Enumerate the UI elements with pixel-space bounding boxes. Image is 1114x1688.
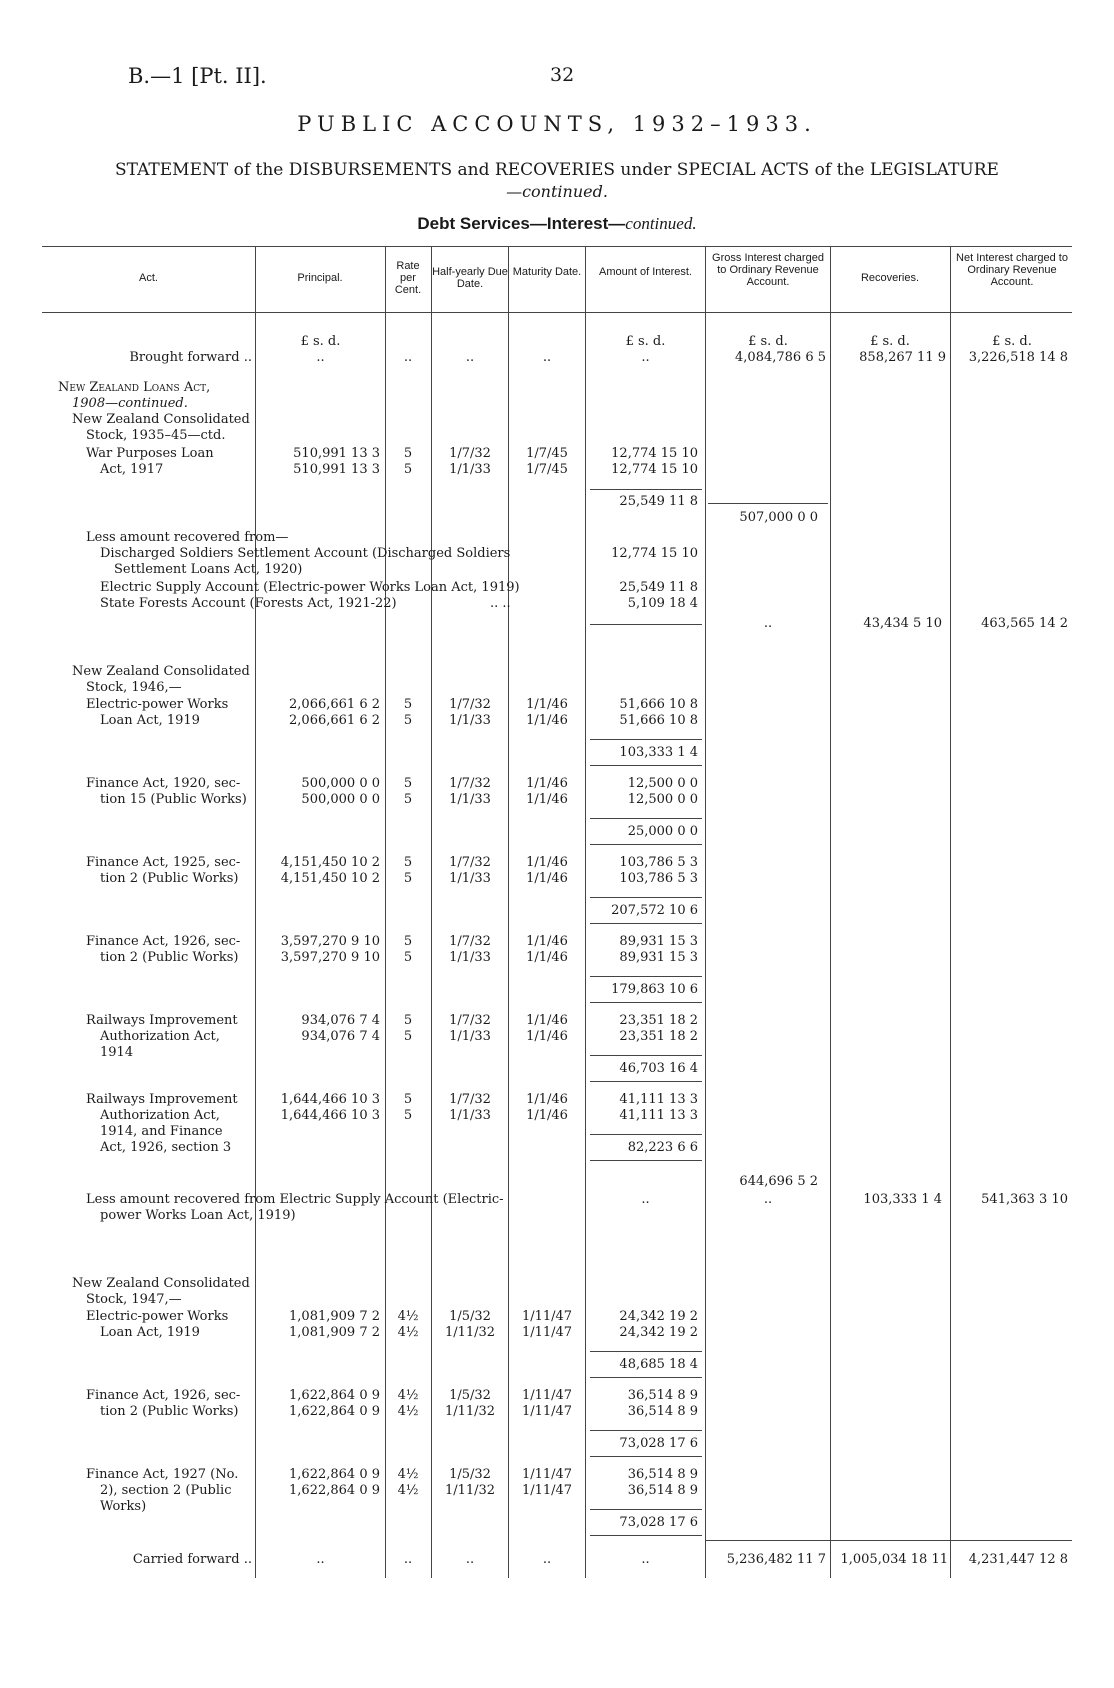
recovery-source-cont: Settlement Loans Act, 1920) — [114, 562, 303, 577]
act-name-cont: Loan Act, 1919 — [100, 1325, 200, 1340]
maturity-cell: 1/1/46 — [526, 950, 568, 965]
half-yearly-cell: 1/5/32 — [449, 1309, 491, 1324]
maturity-cell: 1/1/46 — [526, 855, 568, 870]
act-name: Finance Act, 1920, sec- — [86, 776, 241, 791]
carried-forward-gross: 5,236,482 11 7 — [726, 1552, 826, 1567]
stock-heading: New Zealand Consolidated — [72, 664, 250, 679]
half-yearly-cell: 1/11/32 — [444, 1404, 496, 1419]
statement-title: STATEMENT of the DISBURSEMENTS and RECOVERIES under SPECIAL ACTS of the LEGISLATURE — [115, 160, 999, 180]
maturity-cell: 1/7/45 — [526, 446, 568, 461]
rate-cell: 5 — [403, 697, 413, 712]
rate-cell: 5 — [403, 1108, 413, 1123]
dots: .. — [763, 616, 773, 631]
act-name-cont: 2), section 2 (Public — [100, 1483, 232, 1498]
stock-heading-cont: Stock, 1935–45—ctd. — [86, 428, 226, 443]
rate-cell: 4½ — [397, 1309, 419, 1324]
subtotal-cell: 46,703 16 4 — [619, 1061, 698, 1076]
gross-cell: 507,000 0 0 — [739, 510, 818, 525]
act-name-cont: tion 15 (Public Works) — [100, 792, 247, 807]
subtotal-rule — [590, 923, 702, 924]
col-header-net: Net Interest charged to Ordinary Revenue Account. — [956, 252, 1068, 288]
amount-cell: 51,666 10 8 — [619, 713, 698, 728]
total-rule — [706, 1540, 1072, 1541]
act-name: War Purposes Loan — [86, 446, 214, 461]
subtotal-rule — [590, 739, 702, 740]
act-name: Railways Improvement — [86, 1013, 238, 1028]
dots: .. — [641, 1192, 650, 1207]
unit-recoveries: £ s. d. — [870, 334, 910, 349]
half-yearly-cell: 1/7/32 — [449, 934, 491, 949]
amount-cell: 36,514 8 9 — [627, 1467, 698, 1482]
act-name: Railways Improvement — [86, 1092, 238, 1107]
maturity-cell: 1/1/46 — [526, 697, 568, 712]
subtotal-rule — [590, 1134, 702, 1135]
half-yearly-cell: 1/7/32 — [449, 446, 491, 461]
subtotal-rule — [590, 1160, 702, 1161]
act-name: Finance Act, 1927 (No. — [86, 1467, 239, 1482]
amount-cell: 24,342 19 2 — [619, 1325, 698, 1340]
act-name-cont: 1914 — [100, 1045, 134, 1060]
act-heading-cont: 1908—continued. — [72, 396, 188, 411]
dots: .. — [465, 1552, 475, 1567]
act-name: Finance Act, 1926, sec- — [86, 934, 241, 949]
subtotal-rule — [590, 765, 702, 766]
half-yearly-cell: 1/5/32 — [449, 1467, 491, 1482]
recovery-amount: 12,774 15 10 — [611, 546, 698, 561]
principal-cell: 2,066,661 6 2 — [289, 713, 380, 728]
rate-cell: 5 — [403, 776, 413, 791]
brought-forward-recoveries: 858,267 11 9 — [859, 350, 946, 365]
maturity-cell: 1/1/46 — [526, 1029, 568, 1044]
carried-forward-net: 4,231,447 12 8 — [968, 1552, 1068, 1567]
col-header-maturity: Maturity Date. — [512, 266, 582, 278]
rate-cell: 5 — [403, 713, 413, 728]
rate-cell: 4½ — [397, 1325, 419, 1340]
half-yearly-cell: 1/7/32 — [449, 855, 491, 870]
principal-cell: 1,622,864 0 9 — [289, 1404, 380, 1419]
subtotal-rule — [590, 1351, 702, 1352]
unit-net: £ s. d. — [992, 334, 1032, 349]
dots: .. — [465, 350, 475, 365]
subtotal-rule — [590, 1377, 702, 1378]
principal-cell: 3,597,270 9 10 — [280, 934, 380, 949]
principal-cell: 510,991 13 3 — [293, 462, 380, 477]
subtotal-rule — [590, 489, 702, 490]
rate-cell: 4½ — [397, 1483, 419, 1498]
subtotal-rule — [590, 1430, 702, 1431]
maturity-cell: 1/11/47 — [521, 1467, 573, 1482]
subtotal-rule — [590, 976, 702, 977]
less-recovered-label: Less amount recovered from— — [86, 530, 289, 545]
principal-cell: 2,066,661 6 2 — [289, 697, 380, 712]
half-yearly-cell: 1/5/32 — [449, 1388, 491, 1403]
subtotal-rule — [590, 1535, 702, 1536]
dots: .. — [403, 1552, 413, 1567]
maturity-cell: 1/11/47 — [521, 1325, 573, 1340]
subtotal-rule — [590, 1081, 702, 1082]
subtotal-cell: 179,863 10 6 — [611, 982, 698, 997]
principal-cell: 1,622,864 0 9 — [289, 1388, 380, 1403]
half-yearly-cell: 1/1/33 — [449, 950, 491, 965]
principal-cell: 1,081,909 7 2 — [289, 1325, 380, 1340]
amount-cell: 23,351 18 2 — [619, 1013, 698, 1028]
maturity-cell: 1/11/47 — [521, 1309, 573, 1324]
principal-cell: 1,622,864 0 9 — [289, 1467, 380, 1482]
half-yearly-cell: 1/7/32 — [449, 697, 491, 712]
amount-cell: 36,514 8 9 — [627, 1483, 698, 1498]
act-name-cont: tion 2 (Public Works) — [100, 871, 239, 886]
act-name: Electric-power Works — [86, 697, 229, 712]
subtotal-rule — [590, 1456, 702, 1457]
maturity-cell: 1/11/47 — [521, 1483, 573, 1498]
subtotal-cell: 25,549 11 8 — [619, 494, 698, 509]
subtotal-cell: 73,028 17 6 — [619, 1515, 698, 1530]
carried-forward-recoveries: 1,005,034 18 11 — [840, 1552, 948, 1567]
brought-forward-net: 3,226,518 14 8 — [968, 350, 1068, 365]
rate-cell: 5 — [403, 871, 413, 886]
brought-forward-label: Brought forward .. — [129, 350, 252, 365]
amount-cell: 89,931 15 3 — [619, 950, 698, 965]
subtotal-rule — [590, 844, 702, 845]
less-recovered-label-cont: power Works Loan Act, 1919) — [100, 1208, 296, 1223]
principal-cell: 500,000 0 0 — [301, 776, 380, 791]
rate-cell: 5 — [403, 446, 413, 461]
act-name-cont: Act, 1917 — [100, 462, 164, 477]
dots: .. — [316, 1552, 325, 1567]
dots: .. — [641, 350, 650, 365]
maturity-cell: 1/1/46 — [526, 792, 568, 807]
act-name-cont: Authorization Act, — [100, 1029, 220, 1044]
subtotal-rule — [590, 818, 702, 819]
less-recovered-label: Less amount recovered from Electric Supply Account (Electric- — [86, 1192, 504, 1207]
principal-cell: 1,644,466 10 3 — [280, 1108, 380, 1123]
net-cell: 463,565 14 2 — [981, 616, 1068, 631]
principal-cell: 510,991 13 3 — [293, 446, 380, 461]
recovery-amount: 25,549 11 8 — [619, 580, 698, 595]
principal-cell: 500,000 0 0 — [301, 792, 380, 807]
net-cell: 541,363 3 10 — [981, 1192, 1068, 1207]
stock-heading-cont: Stock, 1947,— — [86, 1292, 182, 1307]
subtotal-rule — [590, 897, 702, 898]
maturity-cell: 1/1/46 — [526, 1108, 568, 1123]
act-name-cont: Act, 1926, section 3 — [100, 1140, 232, 1155]
half-yearly-cell: 1/1/33 — [449, 1029, 491, 1044]
rate-cell: 5 — [403, 950, 413, 965]
amount-cell: 23,351 18 2 — [619, 1029, 698, 1044]
recoveries-cell: 103,333 1 4 — [863, 1192, 942, 1207]
half-yearly-cell: 1/7/32 — [449, 1013, 491, 1028]
rate-cell: 5 — [403, 934, 413, 949]
document-reference: B.—1 [Pt. II]. — [128, 64, 267, 88]
amount-cell: 36,514 8 9 — [627, 1404, 698, 1419]
gross-rule — [708, 503, 828, 504]
dots: .. — [403, 350, 413, 365]
subtotal-cell: 48,685 18 4 — [619, 1357, 698, 1372]
rate-cell: 5 — [403, 1013, 413, 1028]
recovery-source: Discharged Soldiers Settlement Account (Discharged Soldiers — [100, 546, 511, 561]
half-yearly-cell: 1/7/32 — [449, 776, 491, 791]
maturity-cell: 1/1/46 — [526, 1092, 568, 1107]
act-name: Electric-power Works — [86, 1309, 229, 1324]
amount-cell: 36,514 8 9 — [627, 1388, 698, 1403]
rate-cell: 4½ — [397, 1467, 419, 1482]
principal-cell: 1,622,864 0 9 — [289, 1483, 380, 1498]
amount-cell: 51,666 10 8 — [619, 697, 698, 712]
maturity-cell: 1/1/46 — [526, 934, 568, 949]
dots: .. — [763, 1192, 773, 1207]
col-divider — [950, 246, 951, 1578]
col-header-amount: Amount of Interest. — [599, 266, 692, 278]
rate-cell: 5 — [403, 1092, 413, 1107]
table-top-rule — [42, 246, 1072, 247]
act-name-cont: Loan Act, 1919 — [100, 713, 200, 728]
col-divider — [830, 246, 831, 1578]
amount-cell: 103,786 5 3 — [619, 871, 698, 886]
principal-cell: 3,597,270 9 10 — [280, 950, 380, 965]
unit-amount: £ s. d. — [625, 334, 666, 349]
brought-forward-gross: 4,084,786 6 5 — [735, 350, 826, 365]
rate-cell: 4½ — [397, 1388, 419, 1403]
col-divider — [585, 246, 586, 1578]
principal-cell: 934,076 7 4 — [301, 1029, 380, 1044]
subtotal-cell: 25,000 0 0 — [627, 824, 698, 839]
subtotal-cell: 73,028 17 6 — [619, 1436, 698, 1451]
subtotal-rule — [590, 624, 702, 625]
col-divider — [705, 246, 706, 1578]
amount-cell: 12,774 15 10 — [611, 462, 698, 477]
col-header-gross: Gross Interest charged to Ordinary Revenue Account. — [712, 252, 824, 288]
act-name-cont: tion 2 (Public Works) — [100, 950, 239, 965]
rate-cell: 5 — [403, 792, 413, 807]
section-title: Debt Services—Interest—continued. — [417, 214, 697, 233]
half-yearly-cell: 1/1/33 — [449, 871, 491, 886]
maturity-cell: 1/11/47 — [521, 1388, 573, 1403]
carried-forward-label: Carried forward .. — [132, 1552, 252, 1567]
act-name-cont: Works) — [100, 1499, 147, 1514]
half-yearly-cell: 1/1/33 — [449, 1108, 491, 1123]
maturity-cell: 1/1/46 — [526, 713, 568, 728]
maturity-cell: 1/1/46 — [526, 776, 568, 791]
statement-continued: —continued. — [506, 182, 608, 201]
subtotal-rule — [590, 1055, 702, 1056]
maturity-cell: 1/1/46 — [526, 1013, 568, 1028]
col-divider — [508, 246, 509, 1578]
dots: .. — [542, 350, 552, 365]
subtotal-rule — [590, 1509, 702, 1510]
act-name: Finance Act, 1926, sec- — [86, 1388, 241, 1403]
rate-cell: 5 — [403, 1029, 413, 1044]
col-divider — [255, 246, 256, 1578]
col-header-rate: Rate per Cent. — [394, 260, 422, 296]
half-yearly-cell: 1/7/32 — [449, 1092, 491, 1107]
dots: .. — [542, 1552, 552, 1567]
half-yearly-cell: 1/11/32 — [444, 1325, 496, 1340]
rate-cell: 5 — [403, 462, 413, 477]
amount-cell: 41,111 13 3 — [619, 1092, 698, 1107]
maturity-cell: 1/7/45 — [526, 462, 568, 477]
dots: .. — [641, 1552, 650, 1567]
principal-cell: 934,076 7 4 — [301, 1013, 380, 1028]
unit-principal: £ s. d. — [300, 334, 341, 349]
gross-cell: 644,696 5 2 — [739, 1174, 818, 1189]
act-name: Finance Act, 1925, sec- — [86, 855, 241, 870]
rate-cell: 5 — [403, 855, 413, 870]
principal-cell: 1,081,909 7 2 — [289, 1309, 380, 1324]
maturity-cell: 1/1/46 — [526, 871, 568, 886]
act-name-cont: Authorization Act, — [100, 1108, 220, 1123]
half-yearly-cell: 1/11/32 — [444, 1483, 496, 1498]
page-title: PUBLIC ACCOUNTS, 1932–1933. — [297, 112, 817, 136]
half-yearly-cell: 1/1/33 — [449, 792, 491, 807]
col-header-principal: Principal. — [297, 272, 343, 284]
page-number: 32 — [550, 64, 575, 86]
stock-heading-cont: Stock, 1946,— — [86, 680, 182, 695]
subtotal-cell: 103,333 1 4 — [619, 745, 698, 760]
act-heading: New Zealand Loans Act, — [58, 380, 211, 395]
amount-cell: 12,774 15 10 — [611, 446, 698, 461]
stock-heading: New Zealand Consolidated — [72, 1276, 250, 1291]
unit-gross: £ s. d. — [748, 334, 788, 349]
amount-cell: 41,111 13 3 — [619, 1108, 698, 1123]
half-yearly-cell: 1/1/33 — [449, 713, 491, 728]
act-name-cont: 1914, and Finance — [100, 1124, 223, 1139]
rate-cell: 4½ — [397, 1404, 419, 1419]
subtotal-rule — [590, 1002, 702, 1003]
recoveries-cell: 43,434 5 10 — [863, 616, 942, 631]
dots: .. .. — [490, 596, 511, 611]
stock-heading: New Zealand Consolidated — [72, 412, 250, 427]
principal-cell: 4,151,450 10 2 — [280, 871, 380, 886]
amount-cell: 24,342 19 2 — [619, 1309, 698, 1324]
col-header-half-yearly: Half-yearly Due Date. — [432, 266, 508, 290]
recovery-amount: 5,109 18 4 — [627, 596, 698, 611]
col-header-recoveries: Recoveries. — [860, 272, 920, 284]
recovery-source: Electric Supply Account (Electric-power Works Loan Act, 1919) — [100, 580, 520, 595]
header-bottom-rule — [42, 312, 1072, 313]
col-header-act: Act. — [139, 272, 158, 284]
act-name-cont: tion 2 (Public Works) — [100, 1404, 239, 1419]
maturity-cell: 1/11/47 — [521, 1404, 573, 1419]
principal-cell: 1,644,466 10 3 — [280, 1092, 380, 1107]
amount-cell: 12,500 0 0 — [627, 776, 698, 791]
amount-cell: 12,500 0 0 — [627, 792, 698, 807]
principal-cell: 4,151,450 10 2 — [280, 855, 380, 870]
half-yearly-cell: 1/1/33 — [449, 462, 491, 477]
subtotal-cell: 82,223 6 6 — [627, 1140, 698, 1155]
amount-cell: 89,931 15 3 — [619, 934, 698, 949]
recovery-source: State Forests Account (Forests Act, 1921-22) — [100, 596, 397, 611]
amount-cell: 103,786 5 3 — [619, 855, 698, 870]
col-divider — [385, 246, 386, 1578]
subtotal-cell: 207,572 10 6 — [611, 903, 698, 918]
dots: .. — [316, 350, 325, 365]
